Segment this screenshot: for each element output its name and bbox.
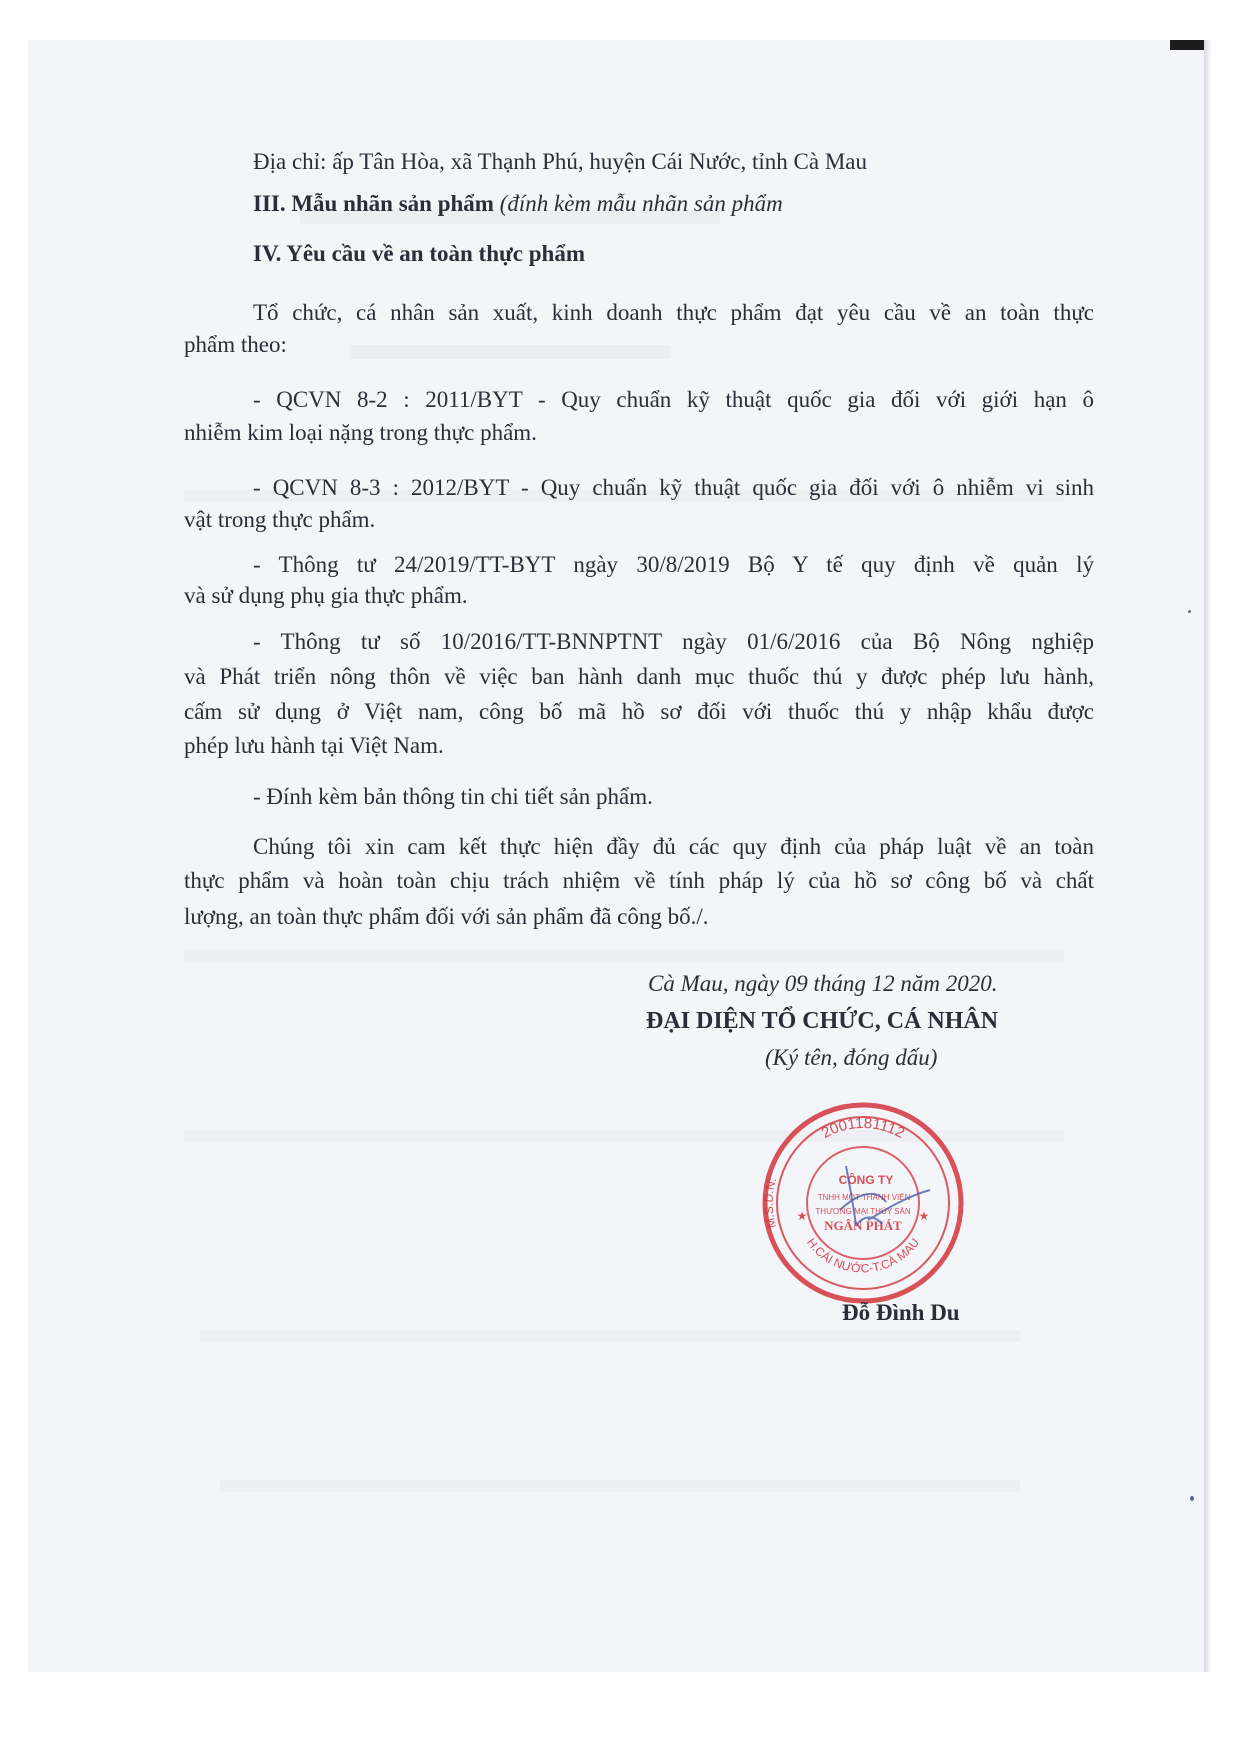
section4-heading: IV. Yêu cầu về an toàn thực phẩm — [253, 241, 586, 266]
item2-line-2: vật trong thực phẩm. — [184, 507, 376, 532]
seal-line-2: TNHH MỘT THÀNH VIÊN — [817, 1193, 911, 1202]
place-date: Cà Mau, ngày 09 tháng 12 năm 2020. — [648, 971, 998, 996]
address-line: Địa chỉ: ấp Tân Hòa, xã Thạnh Phú, huyện Cái Nước, tỉnh Cà Mau — [253, 149, 867, 174]
section3-note: (đính kèm mẫu nhãn sản phẩm — [499, 191, 783, 216]
signatory-title: ĐẠI DIỆN TỔ CHỨC, CÁ NHÂN — [646, 1008, 999, 1034]
section3-line — [253, 189, 1094, 219]
item4-line-4: phép lưu hành tại Việt Nam. — [184, 733, 444, 758]
company-seal — [758, 1098, 968, 1308]
item4-line-1: - Thông tư số 10/2016/TT-BNNPTNT ngày 01/6/2016 của Bộ Nông nghiệp — [253, 629, 1094, 654]
section3-heading: III. Mẫu nhãn sản phẩm — [253, 191, 494, 216]
sign-instruction: (Ký tên, đóng dấu) — [765, 1045, 938, 1070]
seal-line-3: THƯƠNG MẠI THỦY SẢN — [815, 1207, 911, 1216]
seal-line-4: NGÂN PHÁT — [824, 1218, 902, 1233]
intro-line-2: phẩm theo: — [184, 332, 287, 357]
svg-text:2001181112 — [819, 1115, 907, 1142]
item3-line-2: và sử dụng phụ gia thực phẩm. — [184, 583, 468, 608]
intro-line-1: Tổ chức, cá nhân sản xuất, kinh doanh thực phẩm đạt yêu cầu về an toàn thực — [253, 300, 1094, 325]
item2-line-1: - QCVN 8-3 : 2012/BYT - Quy chuẩn kỹ thuật quốc gia đối với ô nhiễm vi sinh — [253, 475, 1094, 500]
item1-line-2: nhiễm kim loại nặng trong thực phẩm. — [184, 420, 537, 445]
seal-msdn: M.S.D.N: — [761, 1175, 780, 1230]
signatory-name: Đỗ Đình Du — [842, 1300, 960, 1325]
scan-speck — [1188, 610, 1191, 613]
seal-code: 2001181112 — [818, 1114, 908, 1142]
commit-line-1: Chúng tôi xin cam kết thực hiện đầy đủ các quy định của pháp luật về an toàn — [253, 834, 1094, 859]
item1-line-1: - QCVN 8-2 : 2011/BYT - Quy chuẩn kỹ thuật quốc gia đối với giới hạn ô — [253, 387, 1094, 412]
svg-text:★: ★ — [796, 1209, 808, 1223]
seal-line-1: CÔNG TY — [838, 1173, 894, 1187]
item3-line-1: - Thông tư 24/2019/TT-BYT ngày 30/8/2019 Bộ Y tế quy định về quản lý — [253, 552, 1094, 577]
seal-location: H.CÁI NƯỚC-T.CÀ MAU — [803, 1235, 923, 1276]
svg-text:★: ★ — [918, 1209, 930, 1223]
scan-edge-mark — [1170, 40, 1204, 50]
commit-line-3: lượng, an toàn thực phẩm đối với sản phẩm đã công bố./. — [184, 904, 709, 929]
page-edge — [1204, 40, 1212, 1672]
item4-line-3: cấm sử dụng ở Việt nam, công bố mã hồ sơ đối với thuốc thú y nhập khẩu được — [184, 699, 1094, 724]
item4-line-2: và Phát triển nông thôn về việc ban hành danh mục thuốc thú y được phép lưu hành, — [184, 664, 1094, 689]
attachment-line: - Đính kèm bản thông tin chi tiết sản phẩm. — [253, 784, 653, 809]
scan-speck — [1190, 1496, 1194, 1501]
commit-line-2: thực phẩm và hoàn toàn chịu trách nhiệm về tính pháp lý của hồ sơ công bố và chất — [184, 868, 1094, 893]
